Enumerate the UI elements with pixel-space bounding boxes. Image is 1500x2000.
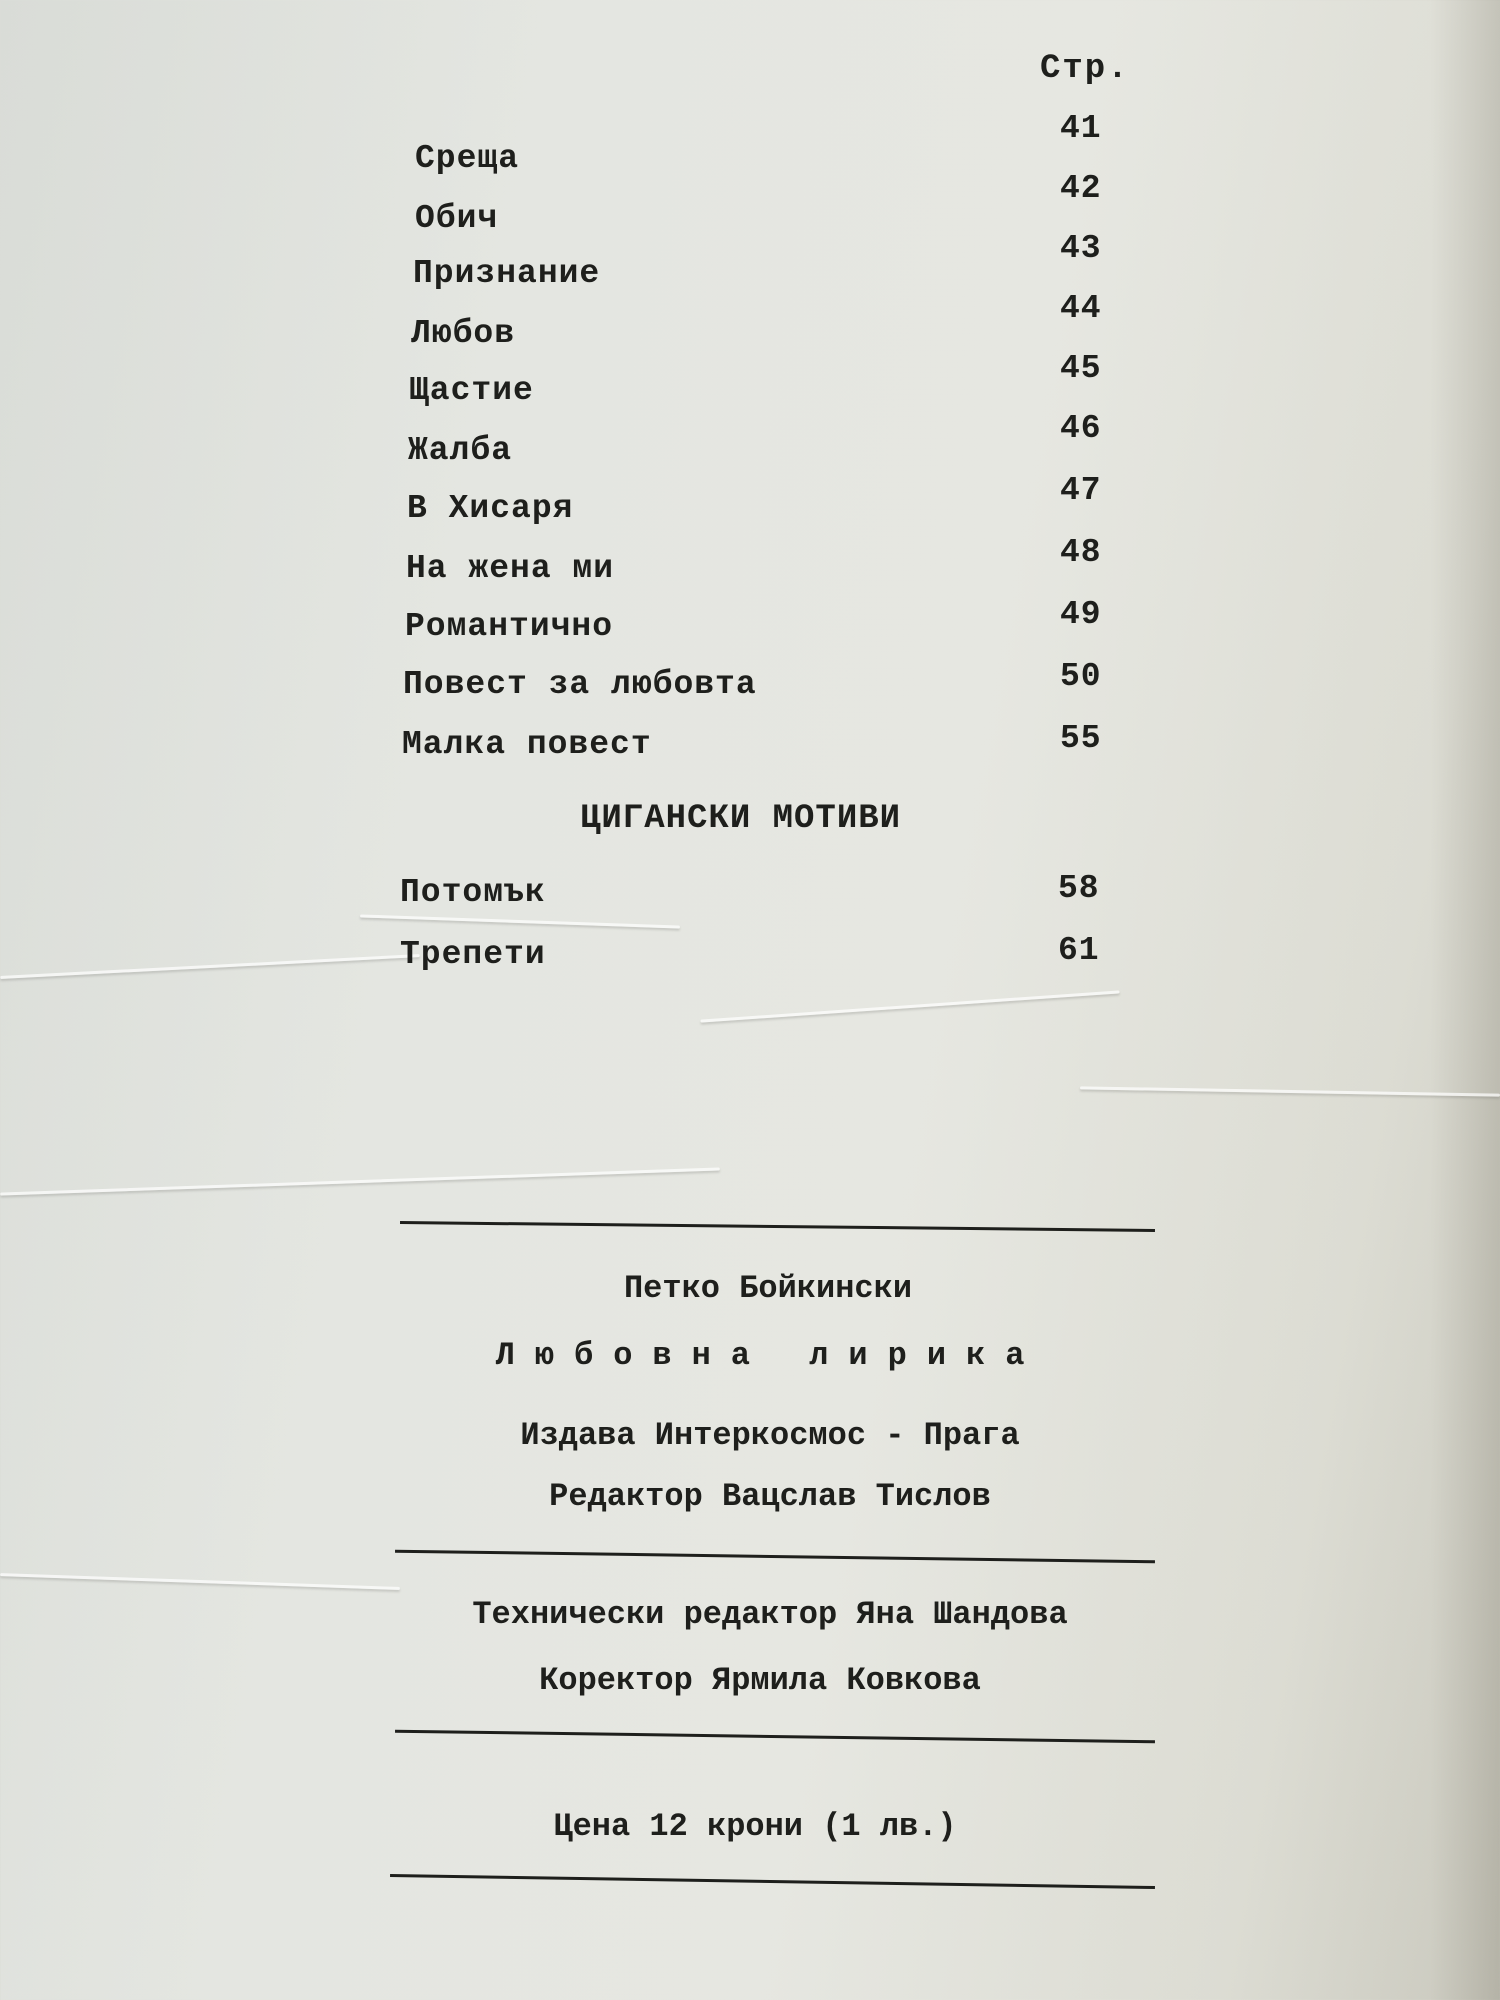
divider-rule <box>390 1874 1155 1889</box>
editor-line: Редактор Вацслав Тислов <box>549 1478 991 1515</box>
paper-crease <box>0 954 420 979</box>
book-title: Любовна лирика <box>495 1337 1045 1374</box>
toc-entry <box>400 110 1140 177</box>
toc-entry <box>400 230 1140 290</box>
divider-rule <box>400 1221 1155 1232</box>
toc-entry <box>400 470 1140 530</box>
toc-entry-title: Обич <box>415 200 499 237</box>
toc-entry-title: Потомък <box>400 874 546 911</box>
toc-entry-page: 58 <box>1058 870 1100 907</box>
paper-crease <box>700 990 1119 1022</box>
toc-entry-title: Повест за любовта <box>403 666 757 703</box>
page-column-label: Стр. <box>1040 50 1130 88</box>
toc-entry-title: На жена ми <box>406 550 615 587</box>
toc-entry-title: Трепети <box>400 936 546 973</box>
page-spine-shadow <box>1430 0 1500 2000</box>
toc-entry <box>400 350 1140 410</box>
author-name: Петко Бойкински <box>623 1270 913 1307</box>
technical-editor-line: Технически редактор Яна Шандова <box>472 1596 1068 1633</box>
toc-entry-title: Малка повест <box>402 726 652 763</box>
price-line: Цена 12 крони (1 лв.) <box>553 1808 957 1845</box>
toc-entry-title: В Хисаря <box>407 490 574 527</box>
proofreader-line: Коректор Ярмила Ковкова <box>539 1662 981 1699</box>
toc-entry-title: Среща <box>415 140 520 177</box>
toc-entry-page: 55 <box>1060 720 1102 757</box>
toc-entry-page: 45 <box>1060 350 1102 387</box>
toc-entry <box>400 920 1140 980</box>
toc-entry-title: Любов <box>411 315 516 352</box>
toc-entry-page: 48 <box>1060 534 1102 571</box>
toc-entry-page: 47 <box>1060 472 1102 509</box>
toc-entry-title: Щастие <box>409 372 534 409</box>
toc-entry <box>400 860 1140 920</box>
toc-entry-title: Жалба <box>408 432 513 469</box>
paper-crease <box>0 1573 400 1590</box>
toc-entry-title: Романтично <box>405 608 614 645</box>
toc-entry-page: 44 <box>1060 290 1102 327</box>
toc-entry <box>400 590 1140 650</box>
toc-entry <box>400 410 1140 470</box>
toc-entry-page: 41 <box>1060 110 1102 147</box>
toc-entry <box>400 650 1140 710</box>
toc-entry-page: 61 <box>1058 932 1100 969</box>
toc-entry <box>400 290 1140 350</box>
toc-entry <box>400 170 1140 237</box>
section-heading: ЦИГАНСКИ МОТИВИ <box>580 800 902 838</box>
toc-entry <box>400 710 1140 770</box>
publisher-line: Издава Интеркосмос - Прага <box>520 1417 1020 1454</box>
toc-entry-page: 42 <box>1060 170 1102 207</box>
divider-rule <box>395 1730 1155 1744</box>
toc-entry <box>400 530 1140 590</box>
paper-crease <box>0 1167 720 1195</box>
divider-rule <box>395 1550 1155 1564</box>
toc-entry-page: 50 <box>1060 658 1102 695</box>
toc-entry-page: 43 <box>1060 230 1102 267</box>
toc-entry-title: Признание <box>413 255 601 292</box>
toc-entry-page: 49 <box>1060 596 1102 633</box>
toc-entry-page: 46 <box>1060 410 1102 447</box>
